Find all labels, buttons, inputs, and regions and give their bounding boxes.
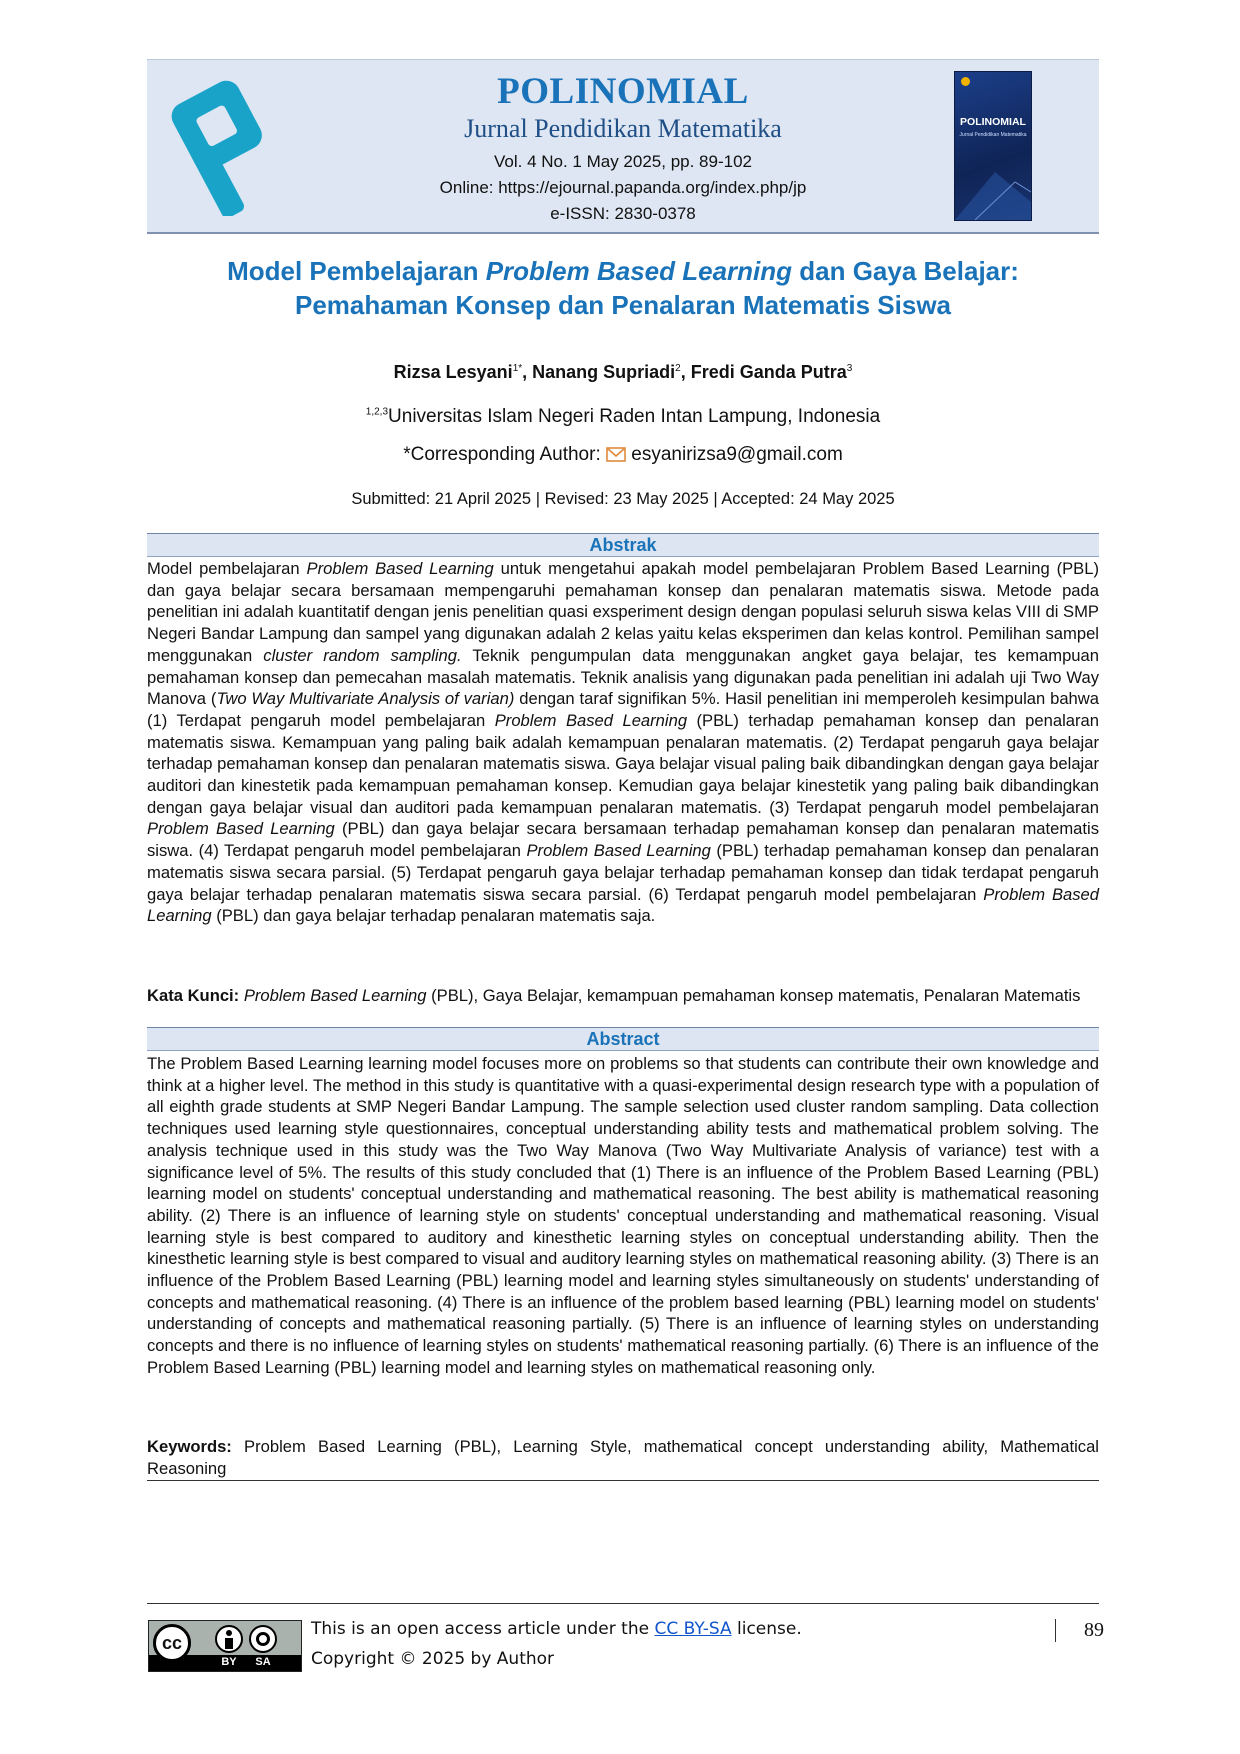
by-label: BY bbox=[221, 1656, 237, 1668]
journal-issn: e-ISSN: 2830-0378 bbox=[550, 204, 696, 223]
submission-dates: Submitted: 21 April 2025 | Revised: 23 May 2025 | Accepted: 24 May 2025 bbox=[351, 490, 895, 508]
cc-icon: cc bbox=[153, 1624, 191, 1662]
abstract-text: The Problem Based Learning learning model focuses more on problems so that students can contribute their own knowledge and think at a higher level. The method in this study is quantitative with a quasi-experimental design research type with a population of all eighth grade students at SMP Negeri Bandar Lampung. The sample selection used cluster random sampling. Data collection techniques used learning style questionnaires, conceptual understanding ability tests and mathematical problem solving. The analysis technique used in this study was the Two Way Manova (Two Way Multivariate Analysis of variance) test with a significance level of 5%. The results of this study concluded that (1) There is an influence of the Problem Based Learning (PBL) learning model on students' conceptual understanding and mathematical reasoning. The best ability is mathematical reasoning ability. (2) There is an influence of learning style on students' conceptual understanding and mathematical reasoning. Visual learning style is best compared to auditory and kinesthetic learning styles on conceptual understanding ability. Then the kinesthetic learning style is best compared to visual and auditory learning styles on mathematical reasoning ability. (3) There is an influence of the Problem Based Learning (PBL) learning model and learning styles simultaneously on students' understanding of concepts and mathematical reasoning. (4) There is an influence of the problem based learning (PBL) learning model on students' understanding of concepts and mathematical reasoning partially. (5) There is an influence of learning styles on understanding concepts and there is no influence of learning styles on students' mathematical reasoning partially. (6) There is an influence of the Problem Based Learning (PBL) learning model and learning styles on mathematical reasoning only. bbox=[147, 1054, 1099, 1377]
paper-title-line1: Model Pembelajaran Problem Based Learning dan Gaya Belajar: bbox=[227, 256, 1019, 286]
corresponding-author: *Corresponding Author: esyanirizsa9@gmail.com bbox=[403, 444, 843, 465]
cover-emblem-icon bbox=[961, 77, 970, 86]
journal-title: POLINOMIAL bbox=[497, 71, 749, 112]
cover-pattern-icon bbox=[955, 162, 1031, 220]
sa-label: SA bbox=[255, 1656, 271, 1668]
corresponding-email[interactable]: esyanirizsa9@gmail.com bbox=[631, 444, 843, 465]
cc-by-sa-badge[interactable] bbox=[148, 1620, 302, 1672]
footer-rule bbox=[147, 1603, 1099, 1604]
kata-kunci: Kata Kunci: Problem Based Learning (PBL), Gaya Belajar, kemampuan pemahaman konsep matematis, Penalaran Matematis bbox=[147, 986, 1081, 1005]
author-2: Nanang Supriadi bbox=[532, 362, 676, 382]
page-number: 89 bbox=[1055, 1619, 1104, 1642]
cc-by-sa-link[interactable]: CC BY-SA bbox=[654, 1619, 732, 1639]
journal-header bbox=[147, 59, 1099, 234]
abstract-heading: Abstract bbox=[147, 1027, 1099, 1051]
cover-title: POLINOMIAL bbox=[960, 116, 1026, 128]
by-person-icon bbox=[215, 1625, 243, 1653]
email-icon bbox=[606, 447, 626, 462]
abstract-bottom-rule bbox=[147, 1480, 1099, 1481]
affiliation: $^{1,2,3}$Universitas Islam Negeri Raden Intan Lampung, Indonesia bbox=[365, 406, 881, 427]
author-list: Rizsa Lesyani$^{1*}$, Nanang Supriadi$^2$, Fredi Ganda Putra$^3$ bbox=[393, 362, 853, 382]
abstrak-heading: Abstrak bbox=[147, 533, 1099, 557]
abstrak-text: Model pembelajaran Problem Based Learning untuk mengetahui apakah model pembelajaran Problem Based Learning (PBL) dan gaya belajar secara bersamaan mempengaruhi pemahaman konsep dan penalaran matematis siswa. Metode pada penelitian ini adalah kuantitatif dengan jenis penelitian quasi exsperiment design dengan populasi seluruh siswa kelas VIII di SMP Negeri Bandar Lampung dan sampel yang digunakan adalah 2 kelas yaitu kelas eksperimen dan kelas kontrol. Pemilihan sampel menggunakan cluster random sampling. Teknik pengumpulan data menggunakan angket gaya belajar, tes kemampuan pemahaman konsep dan pemecahan masalah matematis. Teknik analisis yang digunakan pada penelitian ini adalah uji Two Way Manova (Two Way Multivariate Analysis of varian) dengan taraf signifikan 5%. Hasil penelitian ini memperoleh kesimpulan bahwa (1) Terdapat pengaruh model pembelajaran Problem Based Learning (PBL) terhadap pemahaman konsep dan penalaran matematis siswa. Kemampuan yang paling baik adalah kemampuan penalaran matematis. (2) Terdapat pengaruh gaya belajar terhadap pemahaman konsep dan penalaran matematis siswa. Gaya belajar visual paling baik dibandingkan dengan gaya belajar auditori dan kinestetik pada kemampuan pemahaman konsep. Kemudian gaya belajar kinestetik yang paling baik dibandingkan dengan gaya belajar visual dan auditori pada kemampuan penalaran matematis. (3) Terdapat pengaruh model pembelajaran Problem Based Learning (PBL) dan gaya belajar secara bersamaan terhadap pemahaman konsep dan penalaran matematis siswa. (4) Terdapat pengaruh model pembelajaran Problem Based Learning (PBL) terhadap pemahaman konsep dan penalaran matematis siswa secara parsial. (5) Terdapat pengaruh gaya belajar terhadap pemahaman konsep dan tidak terdapat pengaruh gaya belajar terhadap penalaran matematis siswa secara parsial. (6) Terdapat pengaruh model pembelajaran Problem Based Learning (PBL) dan gaya belajar terhadap penalaran matematis saja. bbox=[147, 559, 1099, 926]
keywords: Keywords: Problem Based Learning (PBL), Learning Style, mathematical concept understanding ability, Mathematical Reasoning bbox=[147, 1437, 1099, 1478]
journal-online-url[interactable]: Online: https://ejournal.papanda.org/index.php/jp bbox=[439, 178, 807, 197]
license-text: This is an open access article under the CC BY-SA license. bbox=[311, 1619, 802, 1639]
journal-subtitle: Jurnal Pendidikan Matematika bbox=[464, 114, 782, 143]
journal-cover-image bbox=[954, 71, 1032, 221]
copyright-text: Copyright © 2025 by Author bbox=[311, 1649, 555, 1669]
author-3: Fredi Ganda Putra bbox=[690, 362, 847, 382]
sa-share-icon bbox=[249, 1625, 277, 1653]
cover-subtitle: Jurnal Pendidikan Matematika bbox=[959, 132, 1027, 138]
journal-volume: Vol. 4 No. 1 May 2025, pp. 89-102 bbox=[493, 152, 752, 171]
author-1: Rizsa Lesyani bbox=[393, 362, 513, 382]
paper-title-line2: Pemahaman Konsep dan Penalaran Matematis Siswa bbox=[294, 290, 952, 320]
